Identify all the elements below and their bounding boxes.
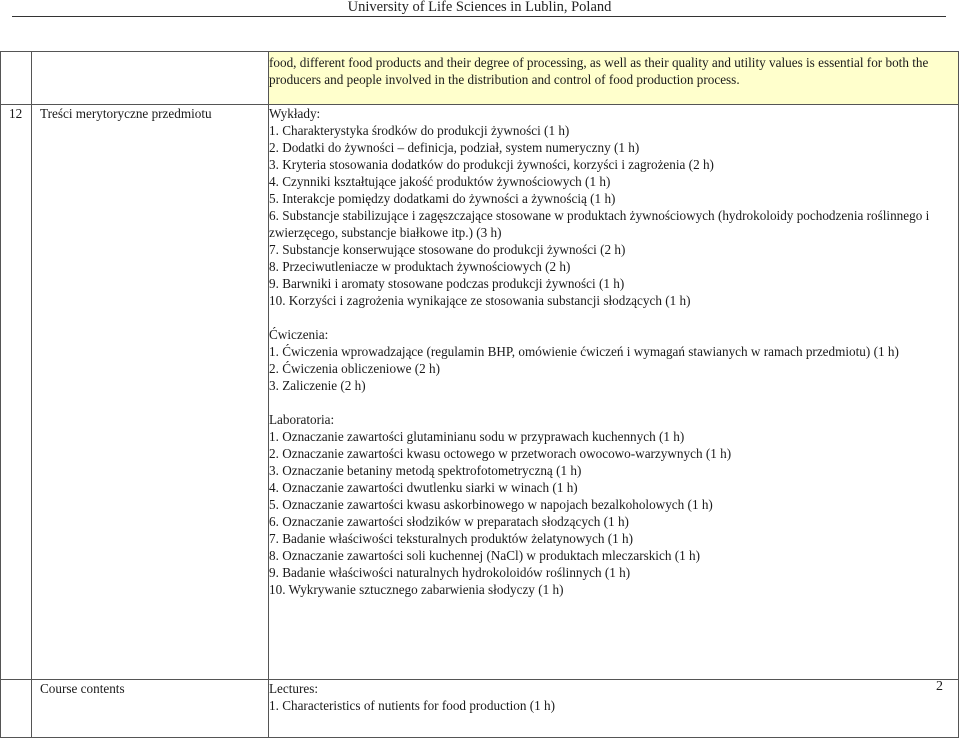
lab-item: 4. Oznaczanie zawartości dwutlenku siarki w winach (1 h) <box>269 480 578 495</box>
course-contents-content-cell <box>269 680 959 738</box>
lecture-item: 10. Korzyści i zagrożenia wynikające ze stosowania substancji słodzących (1 h) <box>269 293 691 308</box>
page-number: 2 <box>936 679 943 694</box>
lecture-item: 1. Charakterystyka środków do produkcji żywności (1 h) <box>269 123 570 138</box>
english-lecture-item: 1. Characteristics of nutients for food production (1 h) <box>269 698 556 713</box>
description-number-cell <box>1 52 32 105</box>
section-label: Treści merytoryczne przedmiotu <box>40 106 212 121</box>
lab-item: 2. Oznaczanie zawartości kwasu octowego w przetworach owocowo-warzywnych (1 h) <box>269 446 732 461</box>
lab-item: 6. Oznaczanie zawartości słodzików w preparatach słodzących (1 h) <box>269 514 629 529</box>
course-contents-label-cell <box>32 680 269 738</box>
header-rule <box>12 16 946 17</box>
description-text: food, different food products and their degree of processing, as well as their quality and utility values is essential for both the producers and people involved in the distribution and control of food production process. <box>269 55 929 87</box>
lecture-item: 5. Interakcje pomiędzy dodatkami do żywności a żywnością (1 h) <box>269 191 616 206</box>
lab-item: 1. Oznaczanie zawartości glutaminianu sodu w przyprawach kuchennych (1 h) <box>269 429 685 444</box>
page-header-title: University of Life Sciences in Lublin, Poland <box>347 0 612 15</box>
description-content-cell <box>269 52 959 105</box>
english-lectures-heading: Lectures: <box>269 681 319 696</box>
course-outline-table <box>0 51 959 738</box>
lab-item: 8. Oznaczanie zawartości soli kuchennej (NaCl) w produktach mleczarskich (1 h) <box>269 548 700 563</box>
spacer <box>269 309 958 326</box>
labs-heading: Laboratoria: <box>269 412 335 427</box>
labs-list <box>269 428 958 598</box>
lecture-item: 2. Dodatki do żywności – definicja, podział, system numeryczny (1 h) <box>269 140 640 155</box>
exercises-heading: Ćwiczenia: <box>269 327 329 342</box>
course-contents-row <box>1 680 959 738</box>
lecture-item: 6. Substancje stabilizujące i zagęszczające stosowane w produktach żywnościowych (hydrokoloidy pochodzenia roślinnego i zwierzęcego, substancje białkowe itp.) (3 h) <box>269 208 930 240</box>
lecture-item: 3. Kryteria stosowania dodatków do produkcji żywności, korzyści i zagrożenia (2 h) <box>269 157 714 172</box>
lecture-item: 4. Czynniki kształtujące jakość produktów żywnościowych (1 h) <box>269 174 611 189</box>
lab-item: 9. Badanie właściwości naturalnych hydrokoloidów roślinnych (1 h) <box>269 565 631 580</box>
course-contents-number-cell <box>1 680 32 738</box>
section-number: 12 <box>9 106 23 121</box>
spacer <box>269 394 958 411</box>
course-contents-label: Course contents <box>40 681 125 696</box>
section-number-cell <box>1 105 32 680</box>
description-row <box>1 52 959 105</box>
lectures-list <box>269 122 958 309</box>
lectures-heading: Wykłady: <box>269 106 321 121</box>
section-12-row <box>1 105 959 680</box>
lab-item: 10. Wykrywanie sztucznego zabarwienia słodyczy (1 h) <box>269 582 564 597</box>
lecture-item: 8. Przeciwutleniacze w produktach żywnościowych (2 h) <box>269 259 571 274</box>
exercise-item: 2. Ćwiczenia obliczeniowe (2 h) <box>269 361 441 376</box>
lecture-item: 9. Barwniki i aromaty stosowane podczas produkcji żywności (1 h) <box>269 276 625 291</box>
lab-item: 3. Oznaczanie betaniny metodą spektrofotometryczną (1 h) <box>269 463 582 478</box>
exercises-list <box>269 343 958 394</box>
lab-item: 7. Badanie właściwości teksturalnych produktów żelatynowych (1 h) <box>269 531 634 546</box>
lecture-item: 7. Substancje konserwujące stosowane do produkcji żywności (2 h) <box>269 242 626 257</box>
section-content-cell <box>269 105 959 680</box>
exercise-item: 1. Ćwiczenia wprowadzające (regulamin BHP, omówienie ćwiczeń i wymagań stawianych w ramach przedmiotu) (1 h) <box>269 344 899 359</box>
lab-item: 5. Oznaczanie zawartości kwasu askorbinowego w napojach bezalkoholowych (1 h) <box>269 497 713 512</box>
exercise-item: 3. Zaliczenie (2 h) <box>269 378 366 393</box>
description-label-cell <box>32 52 269 105</box>
section-label-cell <box>32 105 269 680</box>
